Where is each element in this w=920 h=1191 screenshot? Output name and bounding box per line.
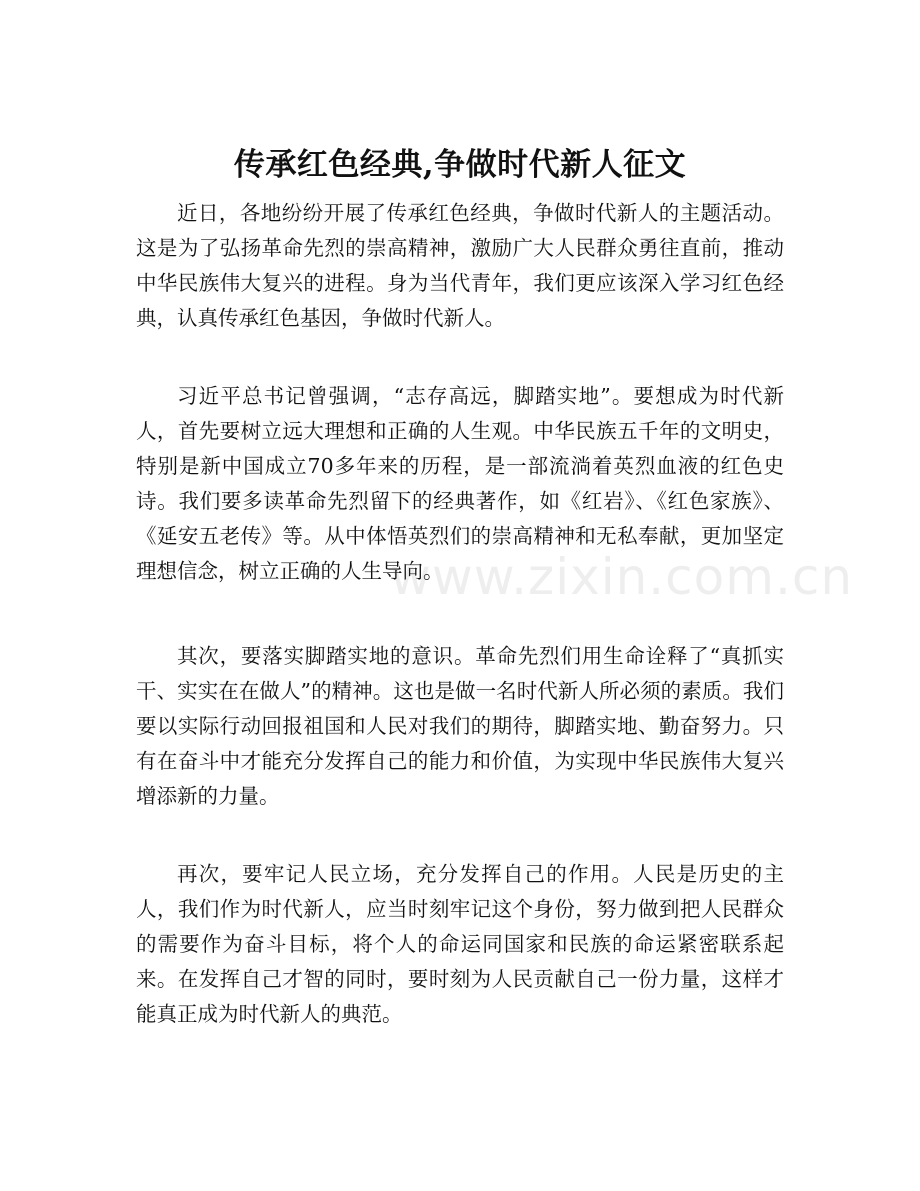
paragraph-1: 近日，各地纷纷开展了传承红色经典，争做时代新人的主题活动。这是为了弘扬革命先烈的崇高精神，激励广大人民群众勇往直前，推动中华民族伟大复兴的进程。身为当代青年，我们更应该深入学习红色经典，认真传承红色基因，争做时代新人。 xyxy=(136,201,784,330)
document-title: 传承红色经典,争做时代新人征文 xyxy=(233,147,687,183)
watermark: www.zixin.com.cn xyxy=(390,548,854,606)
paragraph-3: 其次，要落实脚踏实地的意识。革命先烈们用生命诠释了“真抓实干、实实在在做人”的精神。这也是做一名时代新人所必须的素质。我们要以实际行动回报祖国和人民对我们的期待，脚踏实地、勤奋努力。只有在奋斗中才能充分发挥自己的能力和价值，为实现中华民族伟大复兴增添新的力量。 xyxy=(136,644,784,808)
paragraph-2: 习近平总书记曾强调，“志存高远，脚踏实地”。要想成为时代新人，首先要树立远大理想和正确的人生观。中华民族五千年的文明史，特别是新中国成立70多年来的历程，是一部流淌着英烈血液的红色史诗。我们要多读革命先烈留下的经典著作，如《红岩》、《红色家族》、《延安五老传》等。从中体悟英烈们的崇高精神和无私奉献，更加坚定理想信念，树立正确的人生导向。 xyxy=(136,384,784,583)
paragraph-4: 再次，要牢记人民立场，充分发挥自己的作用。人民是历史的主人，我们作为时代新人，应当时刻牢记这个身份，努力做到把人民群众的需要作为奋斗目标，将个人的命运同国家和民族的命运紧密联系起来。在发挥自己才智的同时，要时刻为人民贡献自己一份力量，这样才能真正成为时代新人的典范。 xyxy=(136,862,784,1026)
